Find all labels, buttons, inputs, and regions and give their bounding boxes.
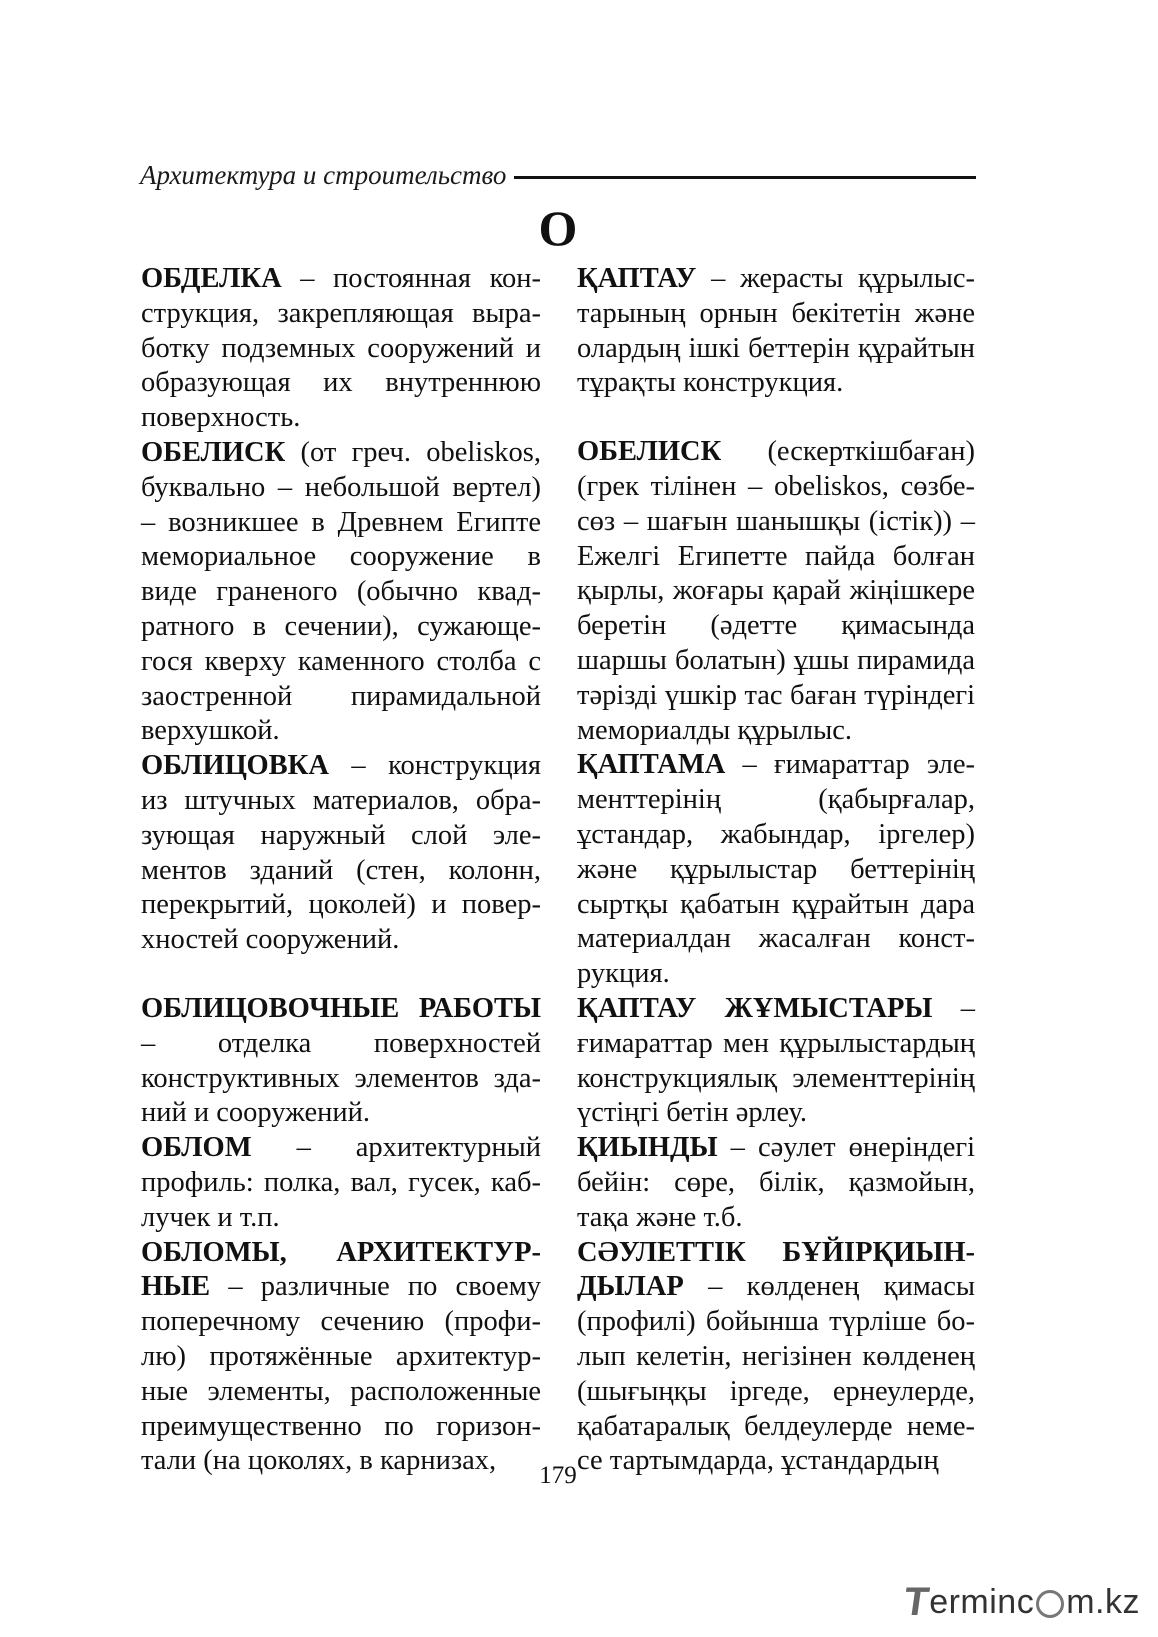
dictionary-entry <box>141 1131 541 1235</box>
entry-term: ОБЕЛИСК <box>577 436 722 468</box>
dictionary-entry <box>141 992 541 1131</box>
entry-term: ОБЛОМЫ, АРХИТЕКТУРНЫЕ <box>141 1236 541 1303</box>
dictionary-entry <box>577 1236 975 1480</box>
dictionary-entry <box>141 262 541 436</box>
entry-definition: – различные по своему поперечному сечению (профилю) протяжённые архитектурные элементы, расположенные преимущественно по горизонтали (на цоколях, в карнизах, <box>141 1271 541 1477</box>
entry-definition: – жерасты құрылыстарының орнын бекітетін және олардың ішкі беттерін құрайтын тұрақты конструкция. <box>577 263 975 399</box>
dictionary-entry <box>141 436 541 749</box>
entry-term: ҚИЫНДЫ <box>577 1132 718 1164</box>
entry-definition: – конструкция из штучных материалов, образующая наружный слой элементов зданий (стен, колонн, перекрытий, цоколей) и поверхностей сооружений. <box>141 750 541 956</box>
watermark-text-part2: m.kz <box>1066 1582 1140 1621</box>
entry-term: ОБЛОМ <box>141 1132 252 1164</box>
page-number: 179 <box>539 1462 577 1489</box>
header-rule <box>514 176 976 179</box>
entry-definition: – постоянная конструкция, закрепляющая выработку подземных сооружений и образующая их внутреннюю поверхность. <box>141 263 541 434</box>
dictionary-entry <box>577 435 975 748</box>
entry-term: ҚАПТАУ <box>577 263 697 294</box>
entry-term: ҚАПТАМА <box>577 749 726 781</box>
entry-term: ҚАПТАУ ЖҰМЫСТАРЫ <box>577 992 933 1024</box>
termincom-watermark-logo <box>901 1579 1140 1624</box>
entry-term: ОБЛИЦОВКА <box>141 750 329 782</box>
section-letter: О <box>538 200 578 256</box>
dictionary-entry <box>577 1131 975 1235</box>
dictionary-entry <box>141 749 541 958</box>
entry-term: ОБЕЛИСК <box>141 436 286 468</box>
header-title: Архитектура и строительство <box>140 159 507 190</box>
entry-definition: – архитектурный профиль: полка, вал, гусек, каблучек и т.п. <box>141 1132 541 1233</box>
watermark-text-part1: erminc <box>929 1582 1035 1621</box>
entry-term: СӘУЛЕТТІК БҰЙІРҚИЫНДЫЛАР <box>577 1236 975 1303</box>
right-column-kazakh <box>577 262 975 1479</box>
dictionary-entry <box>577 992 975 1131</box>
dictionary-entry <box>577 748 975 992</box>
running-header <box>140 158 976 192</box>
entry-definition: – сәулет өнеріндегі бейін: сөре, білік, қазмойын, тақа және т.б. <box>577 1132 975 1233</box>
entry-definition: – ғимараттар мен құрылыстардың конструкциялық элементтерінің үстіңгі бетін әрлеу. <box>577 992 975 1129</box>
entry-definition: (ескерткішбаған) (грек тілінен – obeliskos, сөзбе-сөз – шағын шанышқы (істік)) – Ежелгі Египетте пайда болған қырлы, жоғары қарай жіңішкере беретін (әдетте қимасында шаршы болатын) ұшы пирамида тәрізді үшкір тас баған түріндегі мемориалды құрылыс. <box>577 436 975 746</box>
left-column-russian <box>141 262 541 1479</box>
dictionary-entry <box>577 262 975 401</box>
entry-definition: – ғимараттар элементтерінің (қабырғалар, ұстандар, жабындар, іргелер) және құрылыстар беттерінің сыртқы қабатын құрайтын дара материалдан жасалған конструкция. <box>577 749 975 990</box>
entry-term: ОБДЕЛКА <box>141 263 282 294</box>
entry-definition: – отделка поверхностей конструктивных элементов зданий и сооружений. <box>141 1027 541 1129</box>
magnifier-icon <box>1036 1590 1064 1618</box>
entry-term: ОБЛИЦОВОЧНЫЕ РАБОТЫ <box>141 992 541 1024</box>
entry-definition: – көлденең қимасы (профилі) бойынша түрліше болып келетін, негізінен көлденең (шығыңқы іргеде, ернеулерде, қабатаралық белдеулерде немесе тартымдарда, ұстандардың <box>577 1271 975 1477</box>
entry-definition: (от греч. obeliskos, буквально – небольшой вертел) – возникшее в Древнем Египте мемориальное сооружение в виде граненого (обычно квадратного в сечении), сужающегося кверху каменного столба с заостренной пирамидальной верхушкой. <box>141 436 541 747</box>
watermark-letter-t: T <box>901 1579 933 1624</box>
dictionary-entry <box>141 1236 541 1480</box>
